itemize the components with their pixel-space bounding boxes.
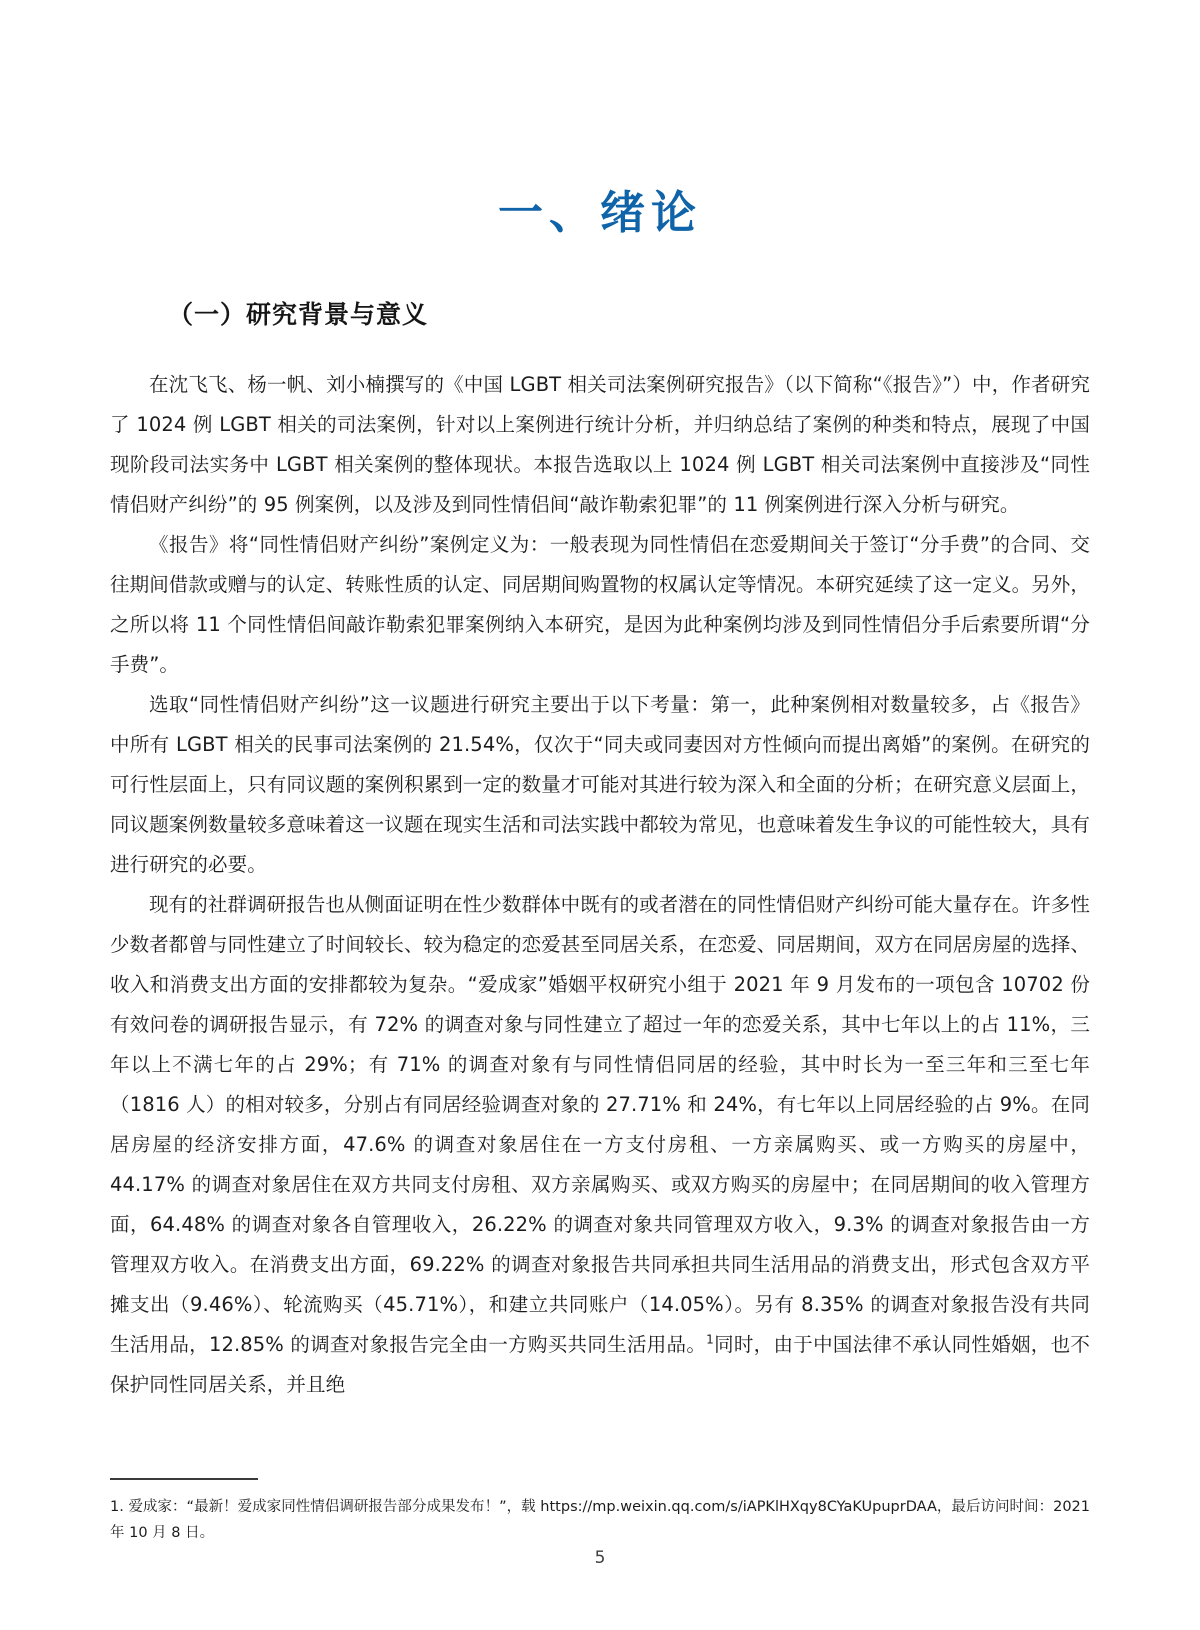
- paragraph-4: [110, 885, 1090, 1405]
- paragraph-3: 选取“同性情侣财产纠纷”这一议题进行研究主要出于以下考量：第一，此种案例相对数量较多，占《报告》中所有 LGBT 相关的民事司法案例的 21.54%，仅次于“同夫或同妻因对方性倾向而提出离婚”的案例。在研究的可行性层面上，只有同议题的案例积累到一定的数量才可能对其进行较为深入和全面的分析；在研究意义层面上，同议题案例数量较多意味着这一议题在现实生活和司法实践中都较为常见，也意味着发生争议的可能性较大，具有进行研究的必要。: [110, 693, 1091, 876]
- footnote-reference-marker[interactable]: 1: [706, 1332, 714, 1347]
- footnote-area: [110, 1478, 1090, 1546]
- footnote-text: 1. 爱成家：“最新！爱成家同性情侣调研报告部分成果发布！”，载 https://mp.weixin.qq.com/s/iAPKlHXqy8CYaKUpuprDAA，最后访问时间：2021 年 10 月 8 日。: [110, 1499, 1090, 1541]
- page-number: 5: [594, 1548, 606, 1568]
- paragraph-1: 在沈飞飞、杨一帆、刘小楠撰写的《中国 LGBT 相关司法案例研究报告》（以下简称“《报告》”）中，作者研究了 1024 例 LGBT 相关的司法案例，针对以上案例进行统计分析，并归纳总结了案例的种类和特点，展现了中国现阶段司法实务中 LGBT 相关案例的整体现状。本报告选取以上 1024 例 LGBT 相关司法案例中直接涉及“同性情侣财产纠纷”的 95 例案例，以及涉及到同性情侣间“敲诈勒索犯罪”的 11 例案例进行深入分析与研究。: [110, 373, 1090, 516]
- paragraph-4-text-before-footnote: 现有的社群调研报告也从侧面证明在性少数群体中既有的或者潜在的同性情侣财产纠纷可能大量存在。许多性少数者都曾与同性建立了时间较长、较为稳定的恋爱甚至同居关系，在恋爱、同居期间，双方在同居房屋的选择、收入和消费支出方面的安排都较为复杂。“爱成家”婚姻平权研究小组于 2021 年 9 月发布的一项包含 10702 份有效问卷的调研报告显示，有 72% 的调查对象与同性建立了超过一年的恋爱关系，其中七年以上的占 11%，三年以上不满七年的占 29%；有 71% 的调查对象有与同性情侣同居的经验，其中时长为一至三年和三至七年（1816 人）的相对较多，分别占有同居经验调查对象的 27.71% 和 24%，有七年以上同居经验的占 9%。在同居房屋的经济安排方面，47.6% 的调查对象居住在一方支付房租、一方亲属购买、或一方购买的房屋中，44.17% 的调查对象居住在双方共同支付房租、双方亲属购买、或双方购买的房屋中；在同居期间的收入管理方面，64.48% 的调查对象各自管理收入，26.22% 的调查对象共同管理双方收入，9.3% 的调查对象报告由一方管理双方收入。在消费支出方面，69.22% 的调查对象报告共同承担共同生活用品的消费支出，形式包含双方平摊支出（9.46%）、轮流购买（45.71%），和建立共同账户（14.05%）。另有 8.35% 的调查对象报告没有共同生活用品，12.85% 的调查对象报告完全由一方购买共同生活用品。: [110, 893, 1091, 1356]
- chapter-title: 一、绪论: [497, 186, 702, 239]
- body-copy: [0, 365, 1200, 1405]
- section-heading: （一）研究背景与意义: [168, 300, 429, 329]
- paragraph-2: 《报告》将“同性情侣财产纠纷”案例定义为：一般表现为同性情侣在恋爱期间关于签订“分手费”的合同、交往期间借款或赠与的认定、转账性质的认定、同居期间购置物的权属认定等情况。本研究延续了这一定义。另外，之所以将 11 个同性情侣间敲诈勒索犯罪案例纳入本研究，是因为此种案例均涉及到同性情侣分手后索要所谓“分手费”。: [110, 533, 1091, 676]
- paragraph-4-text-after-footnote: 同时，由于中国法律不承认同性婚姻，也不保护同性同居关系，并且绝: [110, 1333, 1091, 1396]
- footnote-separator-rule: [110, 1478, 258, 1480]
